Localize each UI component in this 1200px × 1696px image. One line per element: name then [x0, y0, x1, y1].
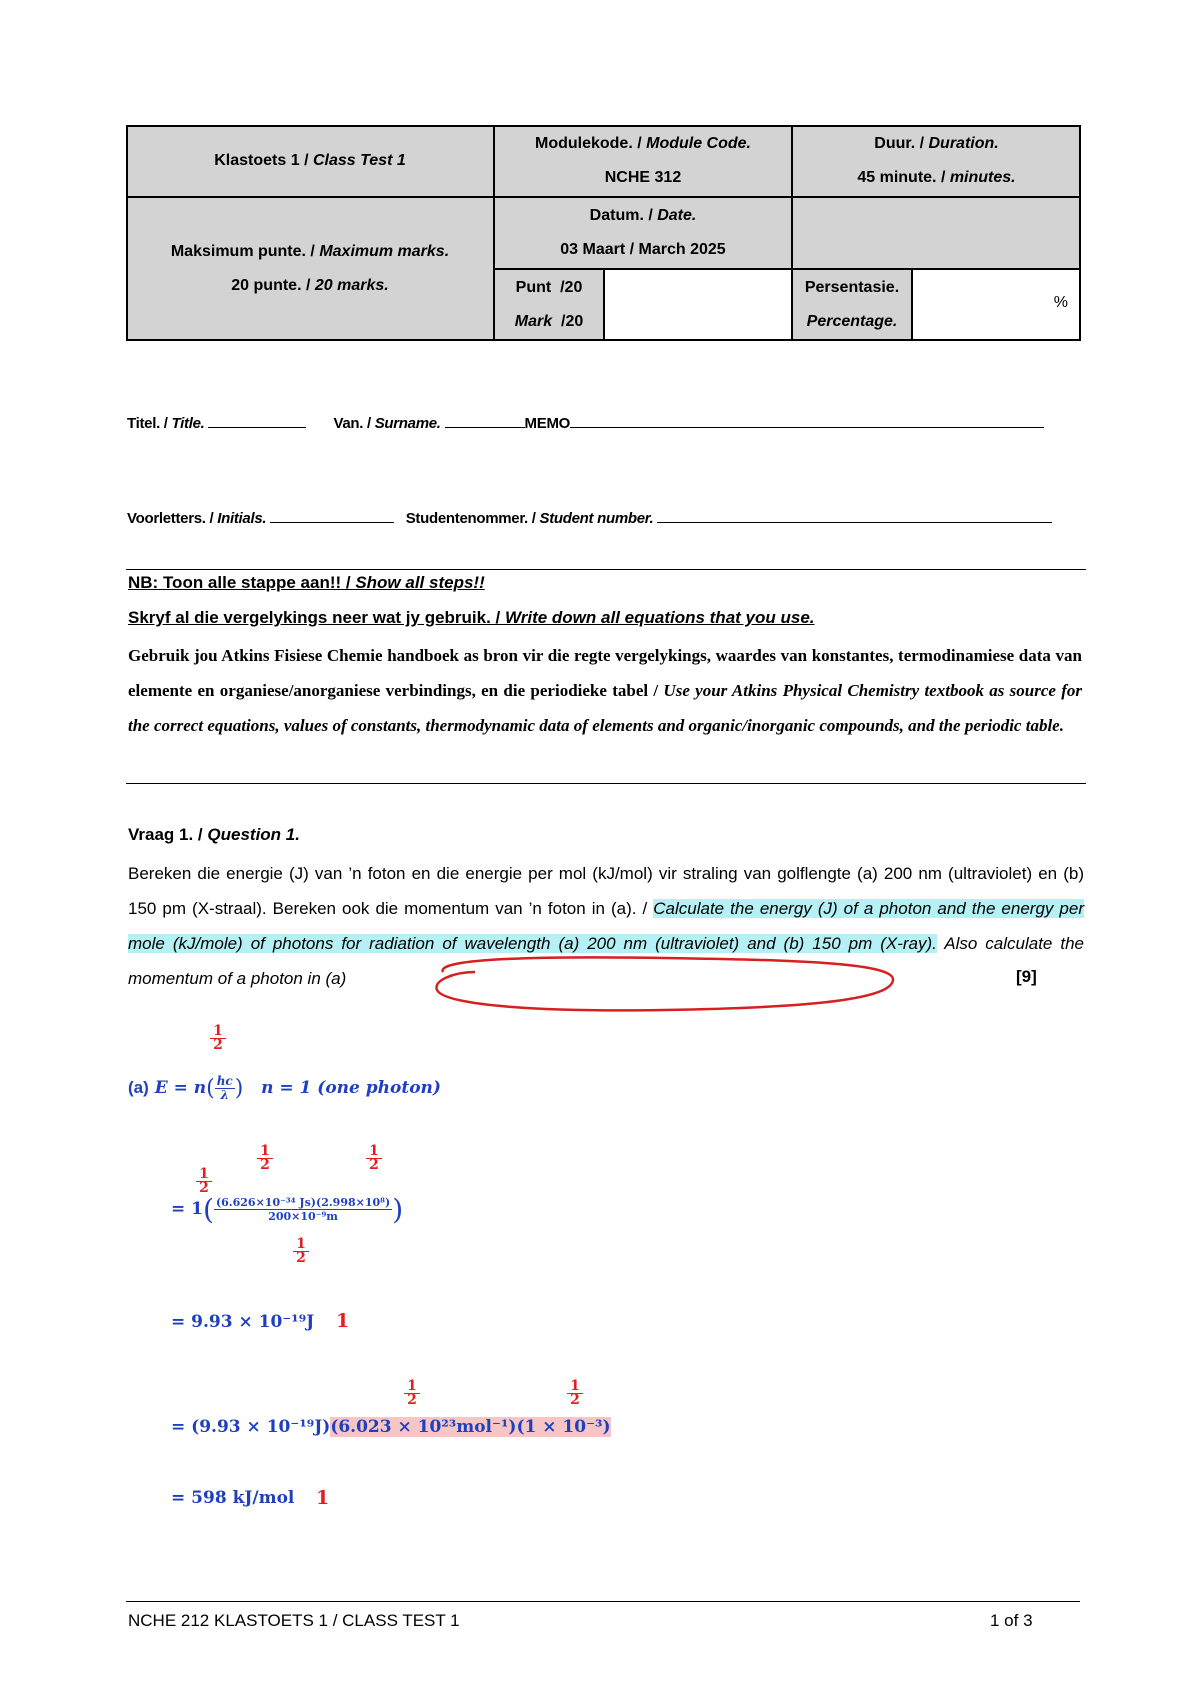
- test-label: Klastoets 1 /: [214, 152, 313, 169]
- half-mark-3: 1 2: [366, 1145, 382, 1172]
- step2-eq: = 1: [171, 1199, 203, 1219]
- step5-mark: 1: [316, 1487, 330, 1509]
- surname-value: MEMO: [524, 415, 571, 432]
- half-mark-6: 1 2: [404, 1380, 420, 1407]
- question-title-af: Vraag 1. /: [128, 825, 208, 844]
- title-label-en: Title.: [171, 415, 205, 432]
- nb-line: [128, 573, 485, 593]
- punt-label: Punt: [515, 279, 552, 296]
- student-label-en: Student number.: [539, 510, 654, 527]
- surname-label: Van. /: [333, 415, 375, 432]
- red-circle-annotation: [425, 950, 905, 1020]
- duration-label-en: Duration.: [928, 135, 999, 152]
- question-marks: [9]: [1016, 967, 1037, 986]
- question-title-en: Question 1.: [207, 825, 300, 844]
- module-code: NCHE 312: [604, 169, 682, 186]
- half-mark-2: 1 2: [257, 1145, 273, 1172]
- footer-rule: [126, 1601, 1080, 1602]
- initials-label-en: Initials.: [217, 510, 267, 527]
- half-mark-4: 1 2: [196, 1168, 212, 1195]
- source-paragraph: [128, 638, 1082, 743]
- surname-field-pre[interactable]: [445, 413, 525, 428]
- duration-value: 45 minute. /: [857, 169, 950, 186]
- max-value-en: 20 marks.: [314, 277, 389, 294]
- equation-4: [171, 1417, 611, 1437]
- step3-value: = 9.93 × 10⁻¹⁹J: [171, 1312, 315, 1332]
- date-label-en: Date.: [657, 207, 697, 224]
- step4-a: = (9.93 × 10⁻¹⁹J): [171, 1417, 331, 1437]
- test-label-en: Class Test 1: [312, 152, 406, 169]
- mark-value: /20: [561, 313, 584, 330]
- nb-text: NB: Toon alle stappe aan!! /: [128, 573, 356, 592]
- half-mark-1: 1 2: [210, 1025, 226, 1052]
- eq1-lhs: E = n: [154, 1078, 207, 1098]
- table-frame: [126, 125, 1081, 341]
- source-text: Gebruik jou Atkins Fisiese Chemie handboek as bron vir die regte vergelykings, waardes van konstantes, termodinamiese data van elemente en organiese/anorganiese verbindings, en die periodieke tabel /: [128, 646, 1082, 700]
- header-table: [126, 125, 1081, 341]
- equation-2: = 1( $\frac{\text{(6.626×10⁻³⁴ Js)(2.998×10⁸)}}{\text{200×10⁻⁹m}}$ ): [171, 1193, 404, 1226]
- pct-label-en: Percentage.: [806, 313, 898, 330]
- duration-value-en: minutes.: [949, 169, 1016, 186]
- eq1-numerator: hc: [216, 1074, 233, 1088]
- instructions-top-rule: [126, 569, 1086, 570]
- step4-b: (6.023 × 10²³mol⁻¹): [330, 1417, 517, 1437]
- max-label-en: Maximum marks.: [319, 243, 450, 260]
- question-body-en-highlighted: Calculate the energy (J) of a photon and the energy per mole (kJ/mole) of photons for radiation of wavelength (a) 200 nm (ultraviolet) and (b) 150 pm (X-ray).: [128, 899, 1084, 953]
- equation-3: [171, 1312, 314, 1332]
- step4-c: (1 × 10⁻³): [516, 1417, 611, 1437]
- equation-1: (a) E = n( $\frac{hc}{\lambda}$ ) n = 1 (one photon): [128, 1074, 441, 1102]
- initials-line: [127, 508, 1052, 527]
- step2-numerator: (6.626×10⁻³⁴ Js)(2.998×10⁸): [215, 1196, 391, 1209]
- pct-label: Persentasie.: [804, 279, 900, 296]
- half-mark-5: 1 2: [293, 1238, 309, 1265]
- title-line: [127, 413, 1044, 432]
- date-value: 03 Maart / March 2025: [560, 241, 726, 258]
- initials-label: Voorletters. /: [127, 510, 218, 527]
- student-number-field[interactable]: [657, 508, 1052, 523]
- mark-label: Mark: [514, 313, 553, 330]
- max-label: Maksimum punte. /: [170, 243, 320, 260]
- title-field[interactable]: [208, 413, 306, 428]
- page-number: 1 of 3: [990, 1611, 1033, 1630]
- surname-field-post[interactable]: [570, 413, 1044, 428]
- part-label: (a): [128, 1078, 149, 1097]
- footer-left: NCHE 212 KLASTOETS 1 / CLASS TEST 1: [128, 1611, 460, 1630]
- nb-text-en: Show all steps!!: [355, 573, 485, 592]
- eq-text: Skryf al die vergelykings neer wat jy gebruik. /: [128, 608, 505, 627]
- eq1-denominator: λ: [220, 1088, 229, 1102]
- half-mark-7: 1 2: [567, 1380, 583, 1407]
- step2-denominator: 200×10⁻⁹m: [268, 1210, 338, 1223]
- pct-symbol: %: [1053, 294, 1068, 311]
- instructions-bottom-rule: [126, 783, 1086, 784]
- duration-label: Duur. /: [874, 135, 929, 152]
- title-label: Titel. /: [127, 415, 172, 432]
- step3-mark: 1: [336, 1310, 350, 1332]
- equation-5: [171, 1488, 294, 1508]
- module-label: Modulekode. /: [534, 135, 647, 152]
- step5-value: = 598 kJ/mol: [171, 1488, 295, 1508]
- punt-value: /20: [560, 279, 583, 296]
- question-body-en-circled: Also calculate the momentum of a photon in (a): [128, 934, 1084, 988]
- eq-text-en: Write down all equations that you use.: [505, 608, 815, 627]
- question-body-af: Bereken die energie (J) van ’n foton en die energie per mol (kJ/mol) vir straling van golflengte (a) 200 nm (ultraviolet) en (b) 150 pm (X-straal). Bereken ook die momentum van ’n foton in (a). /: [128, 864, 1084, 918]
- surname-label-en: Surname.: [374, 415, 441, 432]
- module-label-en: Module Code.: [646, 135, 751, 152]
- student-label: Studentenommer. /: [405, 510, 540, 527]
- equations-line: [128, 608, 815, 628]
- initials-field[interactable]: [270, 508, 394, 523]
- eq1-rhs: n = 1 (one photon): [261, 1078, 441, 1098]
- question-title: [128, 825, 300, 845]
- source-text-en: Use your Atkins Physical Chemistry textbook as source for the correct equations, values of constants, thermodynamic data of elements and organic/inorganic compounds, and the periodic table.: [128, 681, 1082, 735]
- date-label: Datum. /: [589, 207, 658, 224]
- max-value: 20 punte. /: [231, 277, 315, 294]
